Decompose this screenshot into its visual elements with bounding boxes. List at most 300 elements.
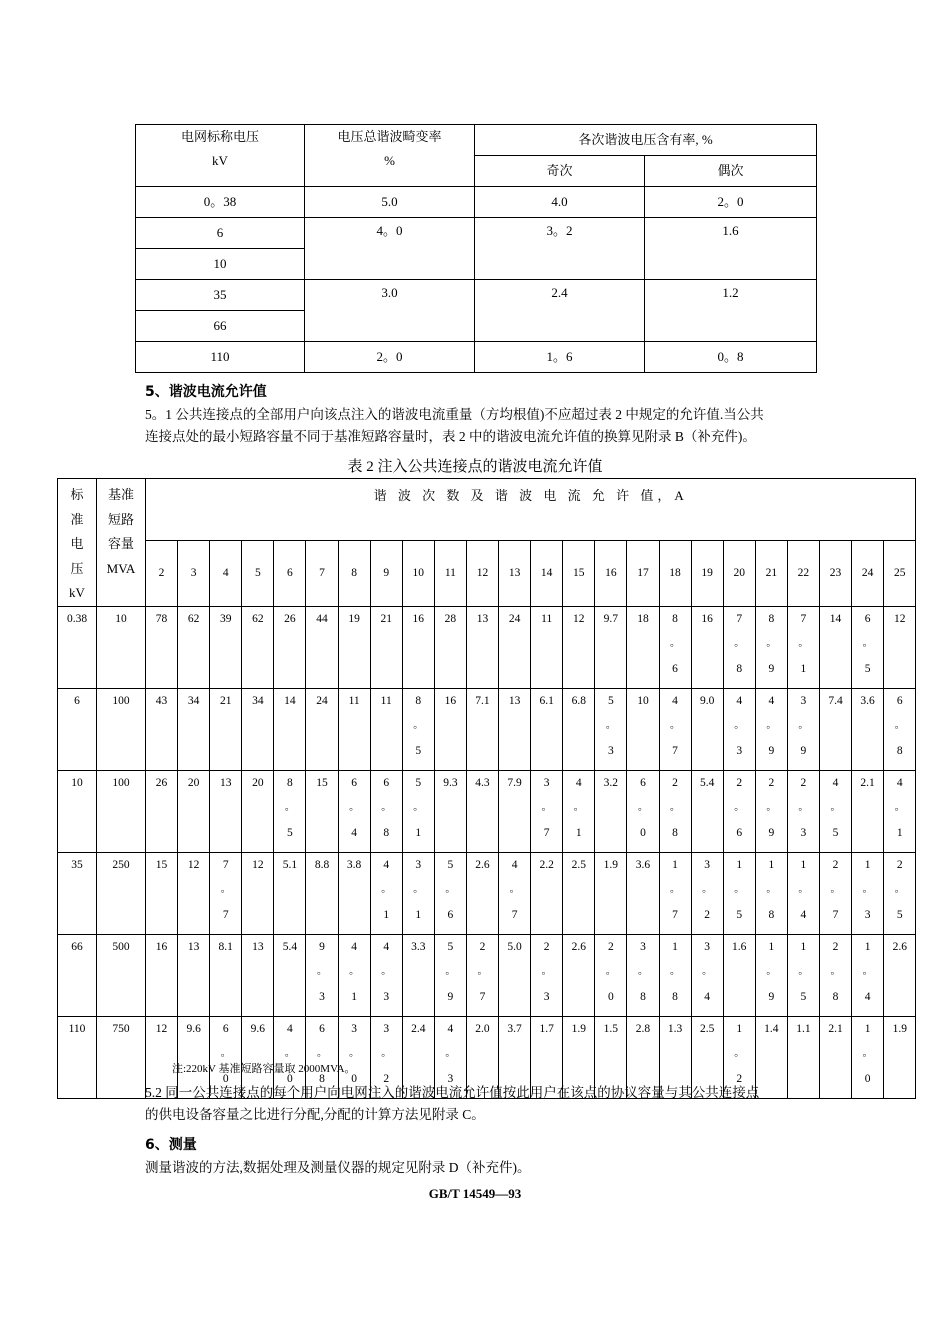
cell-current-value: 2 。 9 xyxy=(766,776,777,839)
cell-current xyxy=(691,852,723,934)
header-capacity-line: 容量 xyxy=(107,536,134,551)
cell-current xyxy=(691,934,723,1016)
cell-current-value: 39 xyxy=(219,612,232,625)
cell-current-value: 2 。 8 xyxy=(670,776,681,839)
cell-current xyxy=(242,606,274,688)
cell-current-value: 9.6 xyxy=(186,1022,201,1035)
cell-current xyxy=(306,770,338,852)
cell-current-value: 12 xyxy=(573,612,585,625)
cell-current xyxy=(691,770,723,852)
cell-current xyxy=(434,688,466,770)
cell-current-value: 26 xyxy=(155,776,168,789)
cell-current-value: 14 xyxy=(829,612,842,625)
header-harmonic-group xyxy=(146,479,916,541)
cell-current-value: 8 。 5 xyxy=(413,694,424,757)
cell-current-value: 2.1 xyxy=(860,776,875,789)
cell-even: 0。8 xyxy=(645,342,817,373)
cell-current-value: 62 xyxy=(252,612,264,625)
cell-current xyxy=(274,770,306,852)
header-order: 19 xyxy=(691,540,723,606)
document-footer: GB/T 14549—93 xyxy=(428,1186,522,1201)
cell-current-value: 1 。 3 xyxy=(862,858,873,921)
cell-even: 1.6 xyxy=(645,218,817,280)
header-order: 8 xyxy=(338,540,370,606)
cell-current-value: 2 。 0 xyxy=(605,940,616,1003)
cell-current xyxy=(819,688,851,770)
header-order: 6 xyxy=(274,540,306,606)
header-voltage-char: kV xyxy=(69,585,85,600)
cell-current xyxy=(691,688,723,770)
cell-voltage: 66 xyxy=(136,311,305,342)
cell-current xyxy=(755,688,787,770)
cell-current-value: 4 。 0 xyxy=(284,1022,295,1085)
cell-current xyxy=(370,770,402,852)
header-odd: 奇次 xyxy=(475,156,645,187)
cell-capacity-value: 500 xyxy=(112,940,130,953)
cell-current-value: 6 。 5 xyxy=(862,612,873,675)
cell-current xyxy=(563,770,595,852)
cell-current xyxy=(210,606,242,688)
cell-capacity-value: 100 xyxy=(112,694,130,707)
cell-voltage: 0。38 xyxy=(136,187,305,218)
cell-current-value: 2.5 xyxy=(571,858,586,871)
header-capacity-line: 基准 xyxy=(107,487,134,502)
cell-current-value: 2 。 3 xyxy=(798,776,809,839)
cell-current-value: 5 。 3 xyxy=(605,694,616,757)
cell-current-value: 1.7 xyxy=(539,1022,554,1035)
cell-current xyxy=(819,1016,851,1098)
cell-current-value: 1.9 xyxy=(603,858,619,871)
cell-voltage: 35 xyxy=(136,280,305,311)
section5-heading: 5、谐波电流允许值 xyxy=(145,384,267,400)
cell-current-value: 3 。 9 xyxy=(798,694,809,757)
cell-current xyxy=(723,770,755,852)
cell-current-value: 20 xyxy=(252,776,264,789)
header-order: 15 xyxy=(563,540,595,606)
cell-current-value: 3 。 2 xyxy=(381,1022,392,1085)
cell-current-value: 13 xyxy=(476,612,489,625)
cell-current-value: 9.3 xyxy=(443,776,458,789)
cell-capacity-value: 100 xyxy=(112,776,130,789)
cell-current xyxy=(274,852,306,934)
cell-current-value: 4 。 3 xyxy=(734,694,745,757)
table-row xyxy=(136,218,817,249)
cell-current xyxy=(306,688,338,770)
cell-current-value: 2.5 xyxy=(699,1022,715,1035)
header-order: 5 xyxy=(242,540,274,606)
cell-current-value: 7.1 xyxy=(475,694,490,707)
cell-current-value: 2.2 xyxy=(539,858,554,871)
cell-current xyxy=(178,852,210,934)
cell-current xyxy=(852,688,884,770)
cell-current xyxy=(499,688,531,770)
cell-current xyxy=(563,606,595,688)
cell-current-value: 15 xyxy=(316,776,328,789)
cell-current-value: 3 。 4 xyxy=(702,940,713,1003)
cell-capacity-value: 10 xyxy=(115,612,127,625)
header-capacity-line: MVA xyxy=(106,560,136,576)
cell-current xyxy=(242,934,274,1016)
cell-current xyxy=(884,852,916,934)
cell-current-value: 9 。 3 xyxy=(317,940,328,1003)
cell-voltage-value: 110 xyxy=(68,1022,86,1035)
cell-current-value: 7 。 7 xyxy=(220,858,231,921)
cell-current xyxy=(595,688,627,770)
cell-current xyxy=(659,852,691,934)
cell-current xyxy=(242,688,274,770)
header-row xyxy=(58,479,916,541)
cell-current-value: 1.1 xyxy=(796,1022,811,1035)
cell-current-value: 9.0 xyxy=(699,694,715,707)
cell-current-value: 16 xyxy=(155,940,168,953)
cell-current xyxy=(146,606,178,688)
cell-current-value: 7 。 8 xyxy=(734,612,745,675)
cell-current-value: 6 。 8 xyxy=(894,694,905,757)
cell-current xyxy=(819,852,851,934)
header-order: 12 xyxy=(466,540,498,606)
cell-current-value: 2 。 6 xyxy=(734,776,745,839)
cell-current xyxy=(402,770,434,852)
header-voltage-char: 标 xyxy=(70,487,84,502)
header-harmonic: 各次谐波电压含有率, % xyxy=(475,125,817,156)
cell-current xyxy=(852,852,884,934)
cell-current xyxy=(210,688,242,770)
cell-current xyxy=(627,770,659,852)
cell-current xyxy=(178,688,210,770)
cell-current-value: 2.0 xyxy=(475,1022,490,1035)
cell-current xyxy=(531,688,563,770)
cell-odd: 4.0 xyxy=(475,187,645,218)
cell-current-value: 9.7 xyxy=(603,612,619,625)
cell-current xyxy=(274,934,306,1016)
cell-capacity-value: 250 xyxy=(112,858,130,871)
cell-capacity xyxy=(97,606,146,688)
cell-current xyxy=(242,770,274,852)
cell-current xyxy=(787,606,819,688)
cell-voltage-value: 35 xyxy=(71,858,83,871)
table2-title: 表 2 注入公共连接点的谐波电流允许值 xyxy=(347,459,603,475)
header-order: 16 xyxy=(595,540,627,606)
header-order: 11 xyxy=(434,540,466,606)
cell-current xyxy=(563,852,595,934)
paragraph-line: 连接点处的最小短路容量不同于基准短路容量时，表 2 中的谐波电流允许值的换算见附录 B（补充件)。 xyxy=(145,429,756,444)
cell-voltage-value: 6 xyxy=(74,694,80,707)
cell-current-value: 12 xyxy=(252,858,264,871)
cell-current xyxy=(402,688,434,770)
cell-current-value: 1 。 5 xyxy=(798,940,809,1003)
cell-current xyxy=(755,606,787,688)
cell-current-value: 10 xyxy=(637,694,649,707)
header-order: 4 xyxy=(210,540,242,606)
cell-current xyxy=(755,852,787,934)
cell-current xyxy=(178,934,210,1016)
cell-current-value: 1 。 2 xyxy=(734,1022,745,1085)
cell-current xyxy=(531,606,563,688)
cell-current-value: 8.1 xyxy=(218,940,233,953)
cell-current xyxy=(884,606,916,688)
cell-voltage-value: 0.38 xyxy=(66,612,88,625)
paragraph-line: 的供电设备容量之比进行分配,分配的计算方法见附录 C。 xyxy=(145,1107,485,1122)
cell-current-value: 4 。 1 xyxy=(349,940,360,1003)
cell-capacity xyxy=(97,1016,146,1098)
cell-current xyxy=(884,770,916,852)
cell-current-value: 28 xyxy=(444,612,457,625)
cell-current-value: 2 。 7 xyxy=(477,940,488,1003)
cell-current xyxy=(146,934,178,1016)
cell-current-value: 8 。 6 xyxy=(670,612,681,675)
cell-current xyxy=(595,770,627,852)
header-order: 10 xyxy=(402,540,434,606)
cell-current xyxy=(306,852,338,934)
cell-current-value: 8.8 xyxy=(314,858,330,871)
cell-current-value: 11 xyxy=(348,694,360,707)
header-order: 20 xyxy=(723,540,755,606)
header-capacity-line: 短路 xyxy=(107,511,134,527)
header-voltage-char: 压 xyxy=(70,560,84,576)
cell-current xyxy=(306,934,338,1016)
table-row xyxy=(58,934,916,1016)
cell-current xyxy=(370,934,402,1016)
cell-current-value: 78 xyxy=(155,612,168,625)
cell-current-value: 20 xyxy=(187,776,200,789)
cell-current xyxy=(402,934,434,1016)
cell-current xyxy=(178,770,210,852)
cell-current xyxy=(563,688,595,770)
cell-current-value: 4 。 3 xyxy=(445,1022,456,1085)
cell-current-value: 5.1 xyxy=(282,858,298,871)
header-order: 22 xyxy=(787,540,819,606)
cell-current-value: 6 。 0 xyxy=(220,1022,231,1085)
cell-current-value: 3.8 xyxy=(346,858,362,871)
header-order: 21 xyxy=(755,540,787,606)
cell-current-value: 4 。 1 xyxy=(381,858,392,921)
paragraph-line: 5.2 同一公共连接点的每个用户向电网注入的谐波电流允许值按此用户在该点的协议容量与其公共连接点 xyxy=(145,1085,760,1100)
header-order: 25 xyxy=(884,540,916,606)
header-order: 7 xyxy=(306,540,338,606)
cell-current-value: 3.6 xyxy=(860,694,875,707)
cell-current xyxy=(210,852,242,934)
cell-current xyxy=(466,688,498,770)
cell-current-value: 1 。 4 xyxy=(862,940,873,1003)
cell-current xyxy=(755,770,787,852)
cell-current xyxy=(659,770,691,852)
cell-current xyxy=(402,852,434,934)
cell-current xyxy=(466,934,498,1016)
cell-current xyxy=(819,606,851,688)
cell-current-value: 1.9 xyxy=(571,1022,586,1035)
cell-current-value: 12 xyxy=(187,858,200,871)
cell-current xyxy=(819,934,851,1016)
cell-current xyxy=(466,852,498,934)
cell-odd: 2.4 xyxy=(475,280,645,342)
cell-current xyxy=(434,606,466,688)
cell-current-value: 3 。 2 xyxy=(702,858,713,921)
cell-odd: 3。2 xyxy=(475,218,645,280)
cell-current-value: 16 xyxy=(412,612,425,625)
cell-current xyxy=(595,606,627,688)
cell-current xyxy=(178,606,210,688)
cell-current-value: 4 。 5 xyxy=(830,776,841,839)
cell-current xyxy=(434,852,466,934)
table-row xyxy=(58,852,916,934)
cell-current xyxy=(146,770,178,852)
cell-current xyxy=(210,934,242,1016)
cell-current-value: 6 。 8 xyxy=(317,1022,328,1085)
cell-capacity-value: 750 xyxy=(112,1022,130,1035)
header-order: 2 xyxy=(146,540,178,606)
section6-heading: 6、测量 xyxy=(145,1137,197,1153)
cell-current-value: 1 。 9 xyxy=(766,940,777,1003)
cell-current xyxy=(434,934,466,1016)
cell-current-value: 1 。 5 xyxy=(734,858,745,921)
header-harmonic-group-label: 谐 波 次 数 及 谐 波 电 流 允 许 值，A xyxy=(373,488,688,503)
cell-current-value: 13 xyxy=(219,776,232,789)
cell-current xyxy=(852,1016,884,1098)
cell-even: 2。0 xyxy=(645,187,817,218)
cell-current xyxy=(466,770,498,852)
cell-current-value: 1 。 0 xyxy=(862,1022,873,1085)
cell-current xyxy=(434,770,466,852)
cell-current xyxy=(787,934,819,1016)
cell-current xyxy=(499,852,531,934)
cell-current xyxy=(338,852,370,934)
cell-current-value: 44 xyxy=(316,612,328,625)
cell-voltage-value: 10 xyxy=(71,776,83,789)
header-order: 18 xyxy=(659,540,691,606)
cell-current-value: 1.4 xyxy=(764,1022,779,1035)
cell-current xyxy=(146,688,178,770)
cell-current-value: 4 。 9 xyxy=(766,694,777,757)
cell-current-value: 24 xyxy=(508,612,521,625)
cell-current-value: 4 。 1 xyxy=(573,776,584,839)
cell-current xyxy=(787,1016,819,1098)
cell-current-value: 4.3 xyxy=(475,776,490,789)
cell-current-value: 5 。 1 xyxy=(413,776,424,839)
header-even: 偶次 xyxy=(645,156,817,187)
cell-thd: 4。0 xyxy=(305,218,475,280)
cell-current-value: 2.1 xyxy=(828,1022,843,1035)
cell-current xyxy=(531,770,563,852)
cell-current-value: 2 。 8 xyxy=(830,940,841,1003)
cell-voltage: 110 xyxy=(136,342,305,373)
cell-current xyxy=(499,606,531,688)
header-row-orders xyxy=(58,540,916,606)
cell-voltage xyxy=(58,852,97,934)
cell-current xyxy=(338,688,370,770)
cell-current-value: 2.8 xyxy=(635,1022,651,1035)
cell-current-value: 4 。 3 xyxy=(381,940,392,1003)
cell-current xyxy=(146,852,178,934)
cell-current-value: 21 xyxy=(380,612,392,625)
cell-current xyxy=(210,770,242,852)
cell-current xyxy=(884,688,916,770)
cell-current xyxy=(338,770,370,852)
cell-current xyxy=(499,770,531,852)
cell-capacity xyxy=(97,688,146,770)
cell-voltage xyxy=(58,770,97,852)
cell-current xyxy=(755,934,787,1016)
header-voltage: 电网标称电压 kV xyxy=(136,125,305,187)
cell-current-value: 4 。 7 xyxy=(509,858,520,921)
cell-current-value: 8 。 9 xyxy=(766,612,777,675)
cell-current-value: 2.6 xyxy=(892,940,907,953)
cell-current-value: 3.2 xyxy=(603,776,619,789)
cell-current-value: 34 xyxy=(187,694,200,707)
section5-paragraph xyxy=(145,404,764,448)
cell-current-value: 7.4 xyxy=(828,694,843,707)
cell-current xyxy=(370,606,402,688)
cell-current-value: 4 。 7 xyxy=(670,694,681,757)
cell-current-value: 12 xyxy=(894,612,906,625)
cell-current-value: 5.0 xyxy=(507,940,522,953)
cell-thd: 3.0 xyxy=(305,280,475,342)
cell-current-value: 1.6 xyxy=(732,940,747,953)
cell-current-value: 15 xyxy=(155,858,168,871)
cell-current xyxy=(466,606,498,688)
cell-current-value: 4 。 1 xyxy=(894,776,905,839)
table-row xyxy=(136,280,817,311)
cell-current-value: 1 。 8 xyxy=(766,858,777,921)
cell-current-value: 7.9 xyxy=(507,776,522,789)
cell-current xyxy=(370,852,402,934)
cell-current-value: 3.6 xyxy=(635,858,651,871)
cell-current xyxy=(402,606,434,688)
table-row xyxy=(136,187,817,218)
cell-current xyxy=(274,606,306,688)
cell-current-value: 9.6 xyxy=(250,1022,266,1035)
cell-current-value: 3 。 1 xyxy=(413,858,424,921)
cell-current-value: 11 xyxy=(380,694,392,707)
cell-current-value: 7 。 1 xyxy=(798,612,809,675)
cell-capacity xyxy=(97,770,146,852)
header-order: 24 xyxy=(852,540,884,606)
header-thd: 电压总谐波畸变率 % xyxy=(305,125,475,187)
cell-voltage: 6 xyxy=(136,218,305,249)
harmonic-current-table xyxy=(57,478,916,1099)
cell-current xyxy=(787,688,819,770)
cell-current xyxy=(627,852,659,934)
cell-current-value: 21 xyxy=(219,694,232,707)
table-row xyxy=(58,606,916,688)
cell-current xyxy=(242,852,274,934)
cell-current-value: 6 。 8 xyxy=(381,776,392,839)
cell-current xyxy=(370,688,402,770)
cell-current-value: 11 xyxy=(541,612,553,625)
cell-current-value: 2 。 3 xyxy=(541,940,552,1003)
voltage-harmonic-table xyxy=(135,124,817,373)
cell-voltage xyxy=(58,606,97,688)
cell-current xyxy=(563,934,595,1016)
cell-current-value: 2 。 5 xyxy=(894,858,905,921)
header-voltage-char: 电 xyxy=(70,536,84,551)
header-order: 13 xyxy=(499,540,531,606)
cell-capacity xyxy=(97,934,146,1016)
cell-current xyxy=(755,1016,787,1098)
cell-current xyxy=(852,770,884,852)
cell-current-value: 13 xyxy=(252,940,264,953)
cell-capacity xyxy=(97,852,146,934)
cell-current-value: 1.9 xyxy=(892,1022,907,1035)
cell-current-value: 5.4 xyxy=(699,776,715,789)
cell-current-value: 62 xyxy=(187,612,200,625)
table-row xyxy=(136,342,817,373)
cell-current xyxy=(306,606,338,688)
cell-current-value: 26 xyxy=(284,612,296,625)
cell-current xyxy=(627,606,659,688)
cell-current-value: 3 。 0 xyxy=(349,1022,360,1085)
cell-current xyxy=(274,688,306,770)
cell-current-value: 2.6 xyxy=(475,858,490,871)
